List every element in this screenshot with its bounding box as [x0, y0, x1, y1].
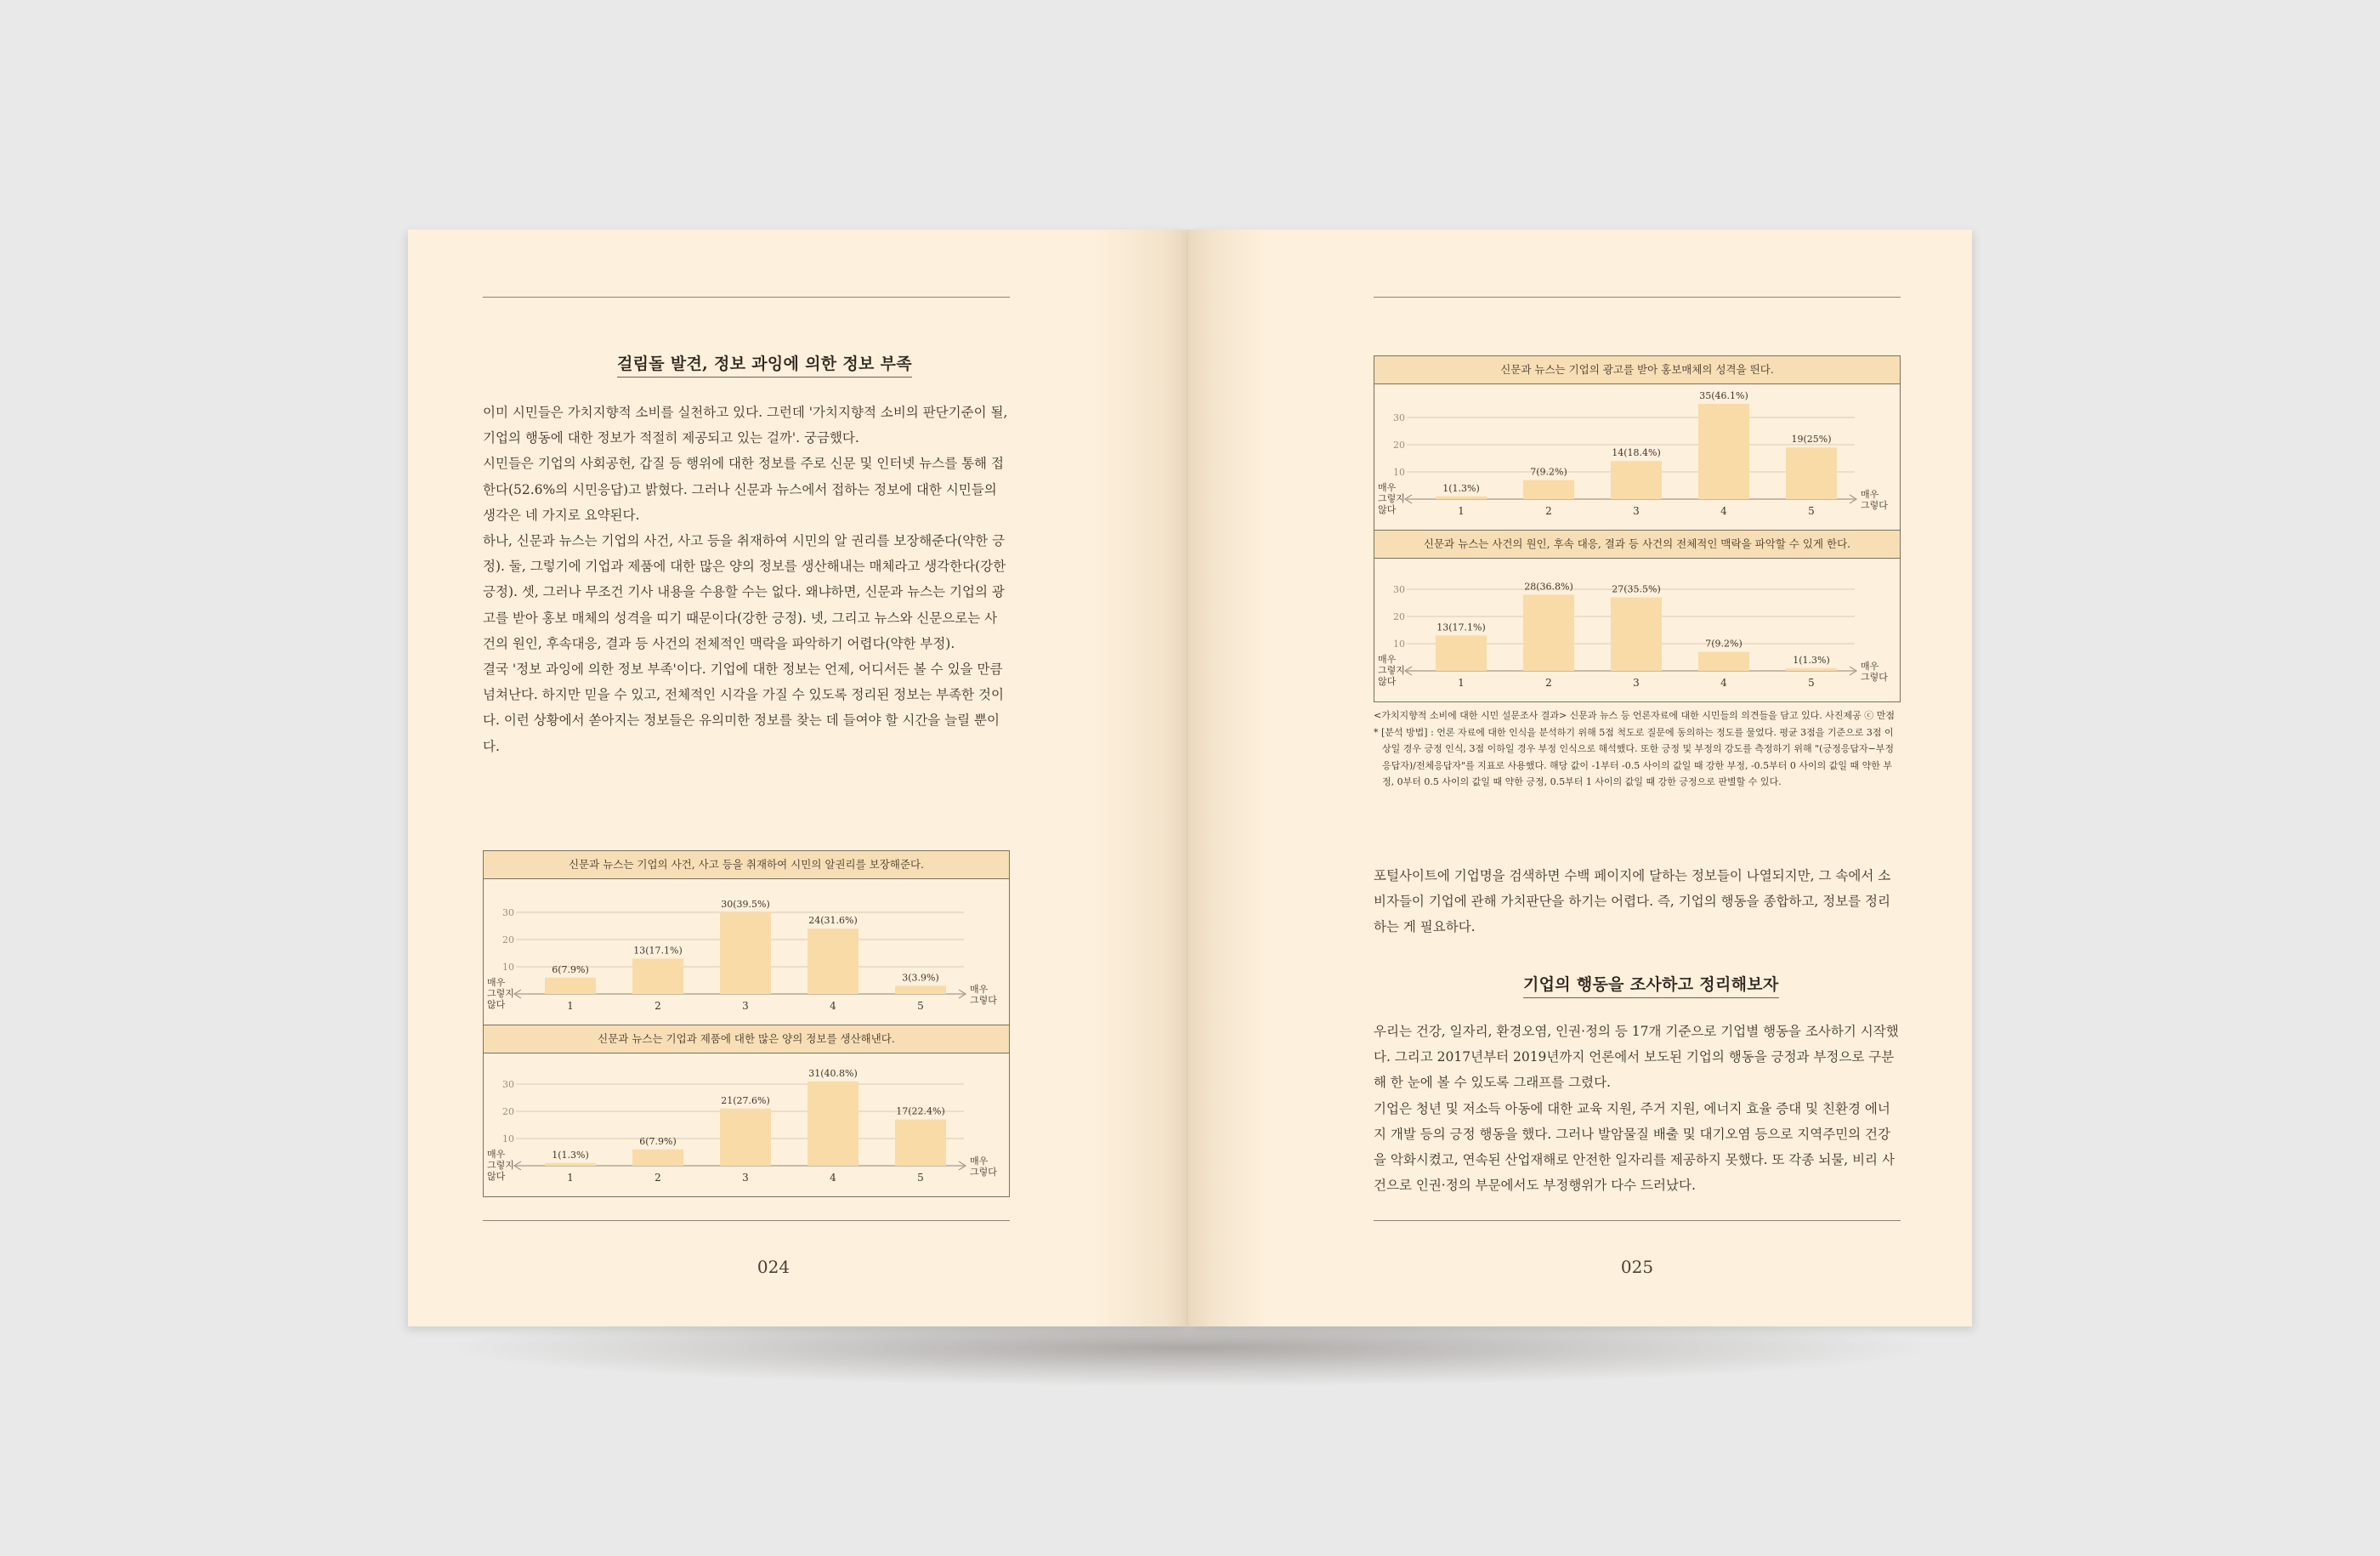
bar-value-label: 24(31.6%) [808, 915, 858, 927]
bar-value-label: 27(35.5%) [1612, 583, 1661, 595]
bottom-rule [1374, 1220, 1901, 1221]
top-rule [483, 297, 1010, 298]
x-tick-label: 4 [830, 1172, 836, 1184]
y-tick-label: 30 [502, 1079, 514, 1090]
bar-value-label: 21(27.6%) [721, 1094, 770, 1106]
page-number: 024 [756, 1257, 790, 1277]
scale-right-label: 매우 [1861, 489, 1879, 500]
bar [1698, 404, 1749, 499]
chart-title: 신문과 뉴스는 기업과 제품에 대한 많은 양의 정보를 생산해낸다. [484, 1025, 1009, 1053]
paragraph: 이미 시민들은 가치지향적 소비를 실천하고 있다. 그런데 '가치지향적 소비의 판단기준이 될, 기업의 행동에 대한 정보가 적절히 제공되고 있는 걸까'. 궁금했다. [483, 405, 1008, 446]
x-tick-label: 1 [567, 1172, 574, 1184]
x-tick-label: 3 [1633, 505, 1640, 517]
x-tick-label: 3 [742, 1000, 749, 1012]
paragraph: 결국 '정보 과잉에 의한 정보 부족'이다. 기업에 대한 정보는 언제, 어디서든 볼 수 있을 만큼 넘쳐난다. 하지만 믿을 수 있고, 전체적인 시각을 가질 수 있도록 정리된 정보는 부족한 것이다. 이런 상황에서 쏟아지는 정보들은 유의미한 정보를 찾는 데 들여야 할 시간을 늘릴 뿐이다. [483, 662, 1004, 754]
bar-chart-panel [1374, 383, 1900, 530]
right-page [1188, 230, 1972, 1326]
bar [1611, 461, 1662, 499]
bar-value-label: 13(17.1%) [1436, 622, 1486, 633]
x-tick-label: 2 [654, 1000, 661, 1012]
y-tick-label: 30 [1393, 584, 1405, 595]
bar-value-label: 30(39.5%) [721, 899, 770, 910]
x-tick-label: 2 [1545, 505, 1552, 517]
scale-left-label: 않다 [487, 1171, 506, 1182]
bar-value-label: 1(1.3%) [1442, 482, 1480, 494]
bar-chart-context [1374, 557, 1900, 701]
scale-left-label: 매우 [1378, 482, 1397, 493]
y-tick-label: 10 [1393, 467, 1405, 478]
paragraph: 하나, 신문과 뉴스는 기업의 사건, 사고 등을 취재하여 시민의 알 권리를 보장해준다(약한 긍정). 둘, 그렇기에 기업과 제품에 대한 많은 양의 정보를 생산해내는 매체라고 생각한다(강한 긍정). 셋, 그러나 무조건 기사 내용을 수용할 수는 없다. 왜냐하면, 신문과 뉴스는 기업의 광고를 받아 홍보 매체의 성격을 띠기 때문이다(강한 긍정). 넷, 그리고 뉴스와 신문으로는 사건의 원인, 후속대응, 결과 등 사건의 전체적인 맥락을 파악하기 어렵다(약한 부정). [483, 533, 1006, 651]
bar-chart-panel [484, 878, 1009, 1025]
y-tick-label: 10 [1393, 639, 1405, 650]
paragraph: 우리는 건강, 일자리, 환경오염, 인권·정의 등 17개 기준으로 기업별 행동을 조사하기 시작했다. 그리고 2017년부터 2019년까지 언론에서 보도된 기업의 행동을 긍정과 부정으로 구분해 한 눈에 볼 수 있도록 그래프를 그렸다. [1374, 1024, 1899, 1091]
bar [1523, 594, 1574, 671]
section-title-info-overload: 걸림돌 발견, 정보 과잉에 의한 정보 부족 [617, 351, 912, 378]
footnote-caption: <가치지향적 소비에 대한 시민 설문조사 결과> 신문과 뉴스 등 언론자료에 대한 시민들의 의견들을 담고 있다. 사진제공 ⓒ 만점 [1374, 710, 1896, 721]
chart-title: 신문과 뉴스는 기업의 사건, 사고 등을 취재하여 시민의 알권리를 보장해준다. [484, 851, 1009, 879]
scale-right-label: 그렇다 [970, 1167, 997, 1178]
chart-footnote [1374, 707, 1901, 791]
scale-right-label: 그렇다 [970, 995, 997, 1006]
x-tick-label: 2 [1545, 677, 1552, 689]
x-tick-label: 4 [1720, 677, 1727, 689]
footnote-method: * [분석 방법] : 언론 자료에 대한 인식을 분석하기 위해 5점 척도로 질문에 동의하는 정도를 물었다. 평균 3점을 기준으로 3점 이상일 경우 긍정 인식, 3점 이하일 경우 부정 인식으로 해석했다. 또한 긍정 및 부정의 강도를 측정하기 위해 "(긍정응답자−부정응답자)/전체응답자"를 지표로 사용했다. 해당 값이 -1부터 -0.5 사이의 값일 때 강한 부정, -0.5부터 0 사이의 값일 때 약한 부정, 0부터 0.5 사이의 값일 때 약한 긍정, 0.5부터 1 사이의 값일 때 강한 긍정으로 판별할 수 있다. [1374, 726, 1895, 787]
x-tick-label: 1 [1458, 505, 1465, 517]
bar [545, 978, 596, 994]
left-page [408, 230, 1188, 1326]
bar [1698, 652, 1749, 671]
bar-value-label: 28(36.8%) [1524, 581, 1573, 593]
intro-paragraph-block [1374, 863, 1901, 940]
page-number: 025 [1620, 1257, 1654, 1277]
scale-left-label: 매우 [487, 977, 506, 988]
bar [895, 1120, 946, 1166]
bar [1786, 668, 1837, 671]
bar-value-label: 19(25%) [1791, 434, 1832, 446]
bar [1436, 635, 1487, 671]
bar-value-label: 7(9.2%) [1530, 466, 1567, 478]
bar-value-label: 6(7.9%) [552, 963, 589, 975]
y-tick-label: 10 [502, 962, 514, 973]
bar [720, 912, 771, 994]
right-body-text [1374, 1019, 1901, 1198]
bar-value-label: 17(22.4%) [896, 1105, 945, 1117]
y-tick-label: 30 [502, 907, 514, 918]
x-tick-label: 5 [917, 1000, 924, 1012]
bar-value-label: 13(17.1%) [633, 945, 683, 957]
bar [808, 1082, 858, 1166]
bar [1436, 497, 1487, 499]
bar [632, 1150, 683, 1166]
bar-value-label: 6(7.9%) [639, 1135, 677, 1147]
bar-value-label: 7(9.2%) [1705, 638, 1742, 650]
x-tick-label: 1 [567, 1000, 574, 1012]
survey-chart-box-right [1374, 355, 1901, 702]
scale-right-label: 매우 [970, 1156, 989, 1167]
chart-title: 신문과 뉴스는 사건의 원인, 후속 대응, 결과 등 사건의 전체적인 맥락을 파악할 수 있게 한다. [1374, 530, 1900, 559]
bar-value-label: 31(40.8%) [808, 1067, 858, 1079]
bar-chart-info-volume [484, 1052, 1009, 1196]
x-tick-label: 3 [742, 1172, 749, 1184]
top-rule [1374, 297, 1901, 298]
bar-value-label: 35(46.1%) [1699, 390, 1748, 401]
scale-left-label: 그렇지 [1378, 665, 1405, 676]
bar [1523, 480, 1574, 499]
x-tick-label: 5 [1808, 505, 1815, 517]
bar-value-label: 14(18.4%) [1612, 447, 1661, 459]
scale-left-label: 않다 [1378, 676, 1397, 687]
scale-left-label: 그렇지 [487, 988, 514, 999]
paragraph: 포털사이트에 기업명을 검색하면 수백 페이지에 달하는 정보들이 나열되지만, 그 속에서 소비자들이 기업에 관해 가치판단을 하기는 어렵다. 즉, 기업의 행동을 종합하고, 정보를 정리하는 게 필요하다. [1374, 868, 1891, 935]
x-tick-label: 4 [830, 1000, 836, 1012]
bar [1786, 447, 1837, 499]
scale-left-label: 매우 [487, 1149, 506, 1160]
y-tick-label: 20 [502, 1106, 514, 1117]
bar [632, 958, 683, 994]
bar-value-label: 1(1.3%) [552, 1149, 589, 1161]
section-title-corporate-behavior: 기업의 행동을 조사하고 정리해보자 [1523, 972, 1779, 998]
scale-left-label: 그렇지 [1378, 493, 1405, 504]
bar [545, 1163, 596, 1166]
x-tick-label: 4 [1720, 505, 1727, 517]
bottom-rule [483, 1220, 1010, 1221]
left-body-text [483, 400, 1010, 759]
y-tick-label: 20 [1393, 611, 1405, 622]
bar-chart-advertising [1374, 383, 1900, 530]
scale-right-label: 그렇다 [1861, 672, 1888, 683]
y-tick-label: 30 [1393, 412, 1405, 423]
scale-left-label: 않다 [1378, 504, 1397, 515]
bar-chart-panel [484, 1052, 1009, 1196]
scale-right-label: 그렇다 [1861, 500, 1888, 511]
x-tick-label: 1 [1458, 677, 1465, 689]
survey-chart-box-left [483, 850, 1010, 1197]
scale-right-label: 매우 [1861, 661, 1879, 672]
paragraph: 시민들은 기업의 사회공헌, 갑질 등 행위에 대한 정보를 주로 신문 및 인터넷 뉴스를 통해 접한다(52.6%의 시민응답)고 밝혔다. 그러나 신문과 뉴스에서 접하는 정보에 대한 시민들의 생각은 네 가지로 요약된다. [483, 456, 1004, 523]
x-tick-label: 5 [917, 1172, 924, 1184]
bar-value-label: 1(1.3%) [1793, 654, 1830, 666]
chart-title: 신문과 뉴스는 기업의 광고를 받아 홍보매체의 성격을 띈다. [1374, 356, 1900, 384]
bar [895, 985, 946, 994]
bar [808, 928, 858, 994]
bar-chart-panel [1374, 557, 1900, 701]
bar-value-label: 3(3.9%) [902, 972, 939, 984]
x-tick-label: 2 [654, 1172, 661, 1184]
bar-chart-alert-rights [484, 878, 1009, 1025]
bar [1611, 598, 1662, 671]
y-tick-label: 20 [502, 934, 514, 946]
scale-right-label: 매우 [970, 984, 989, 995]
x-tick-label: 3 [1633, 677, 1640, 689]
y-tick-label: 20 [1393, 440, 1405, 451]
bar [720, 1109, 771, 1166]
y-tick-label: 10 [502, 1133, 514, 1144]
scale-left-label: 않다 [487, 999, 506, 1010]
scale-left-label: 그렇지 [487, 1160, 514, 1171]
x-tick-label: 5 [1808, 677, 1815, 689]
scale-left-label: 매우 [1378, 654, 1397, 665]
paragraph: 기업은 청년 및 저소득 아동에 대한 교육 지원, 주거 지원, 에너지 효율 증대 및 친환경 에너지 개발 등의 긍정 행동을 했다. 그러나 발암물질 배출 및 대기오염 등으로 지역주민의 건강을 악화시켰고, 연속된 산업재해로 안전한 일자리를 제공하지 못했다. 또 각종 뇌물, 비리 사건으로 인권·정의 부문에서도 부정행위가 다수 드러났다. [1374, 1100, 1895, 1194]
